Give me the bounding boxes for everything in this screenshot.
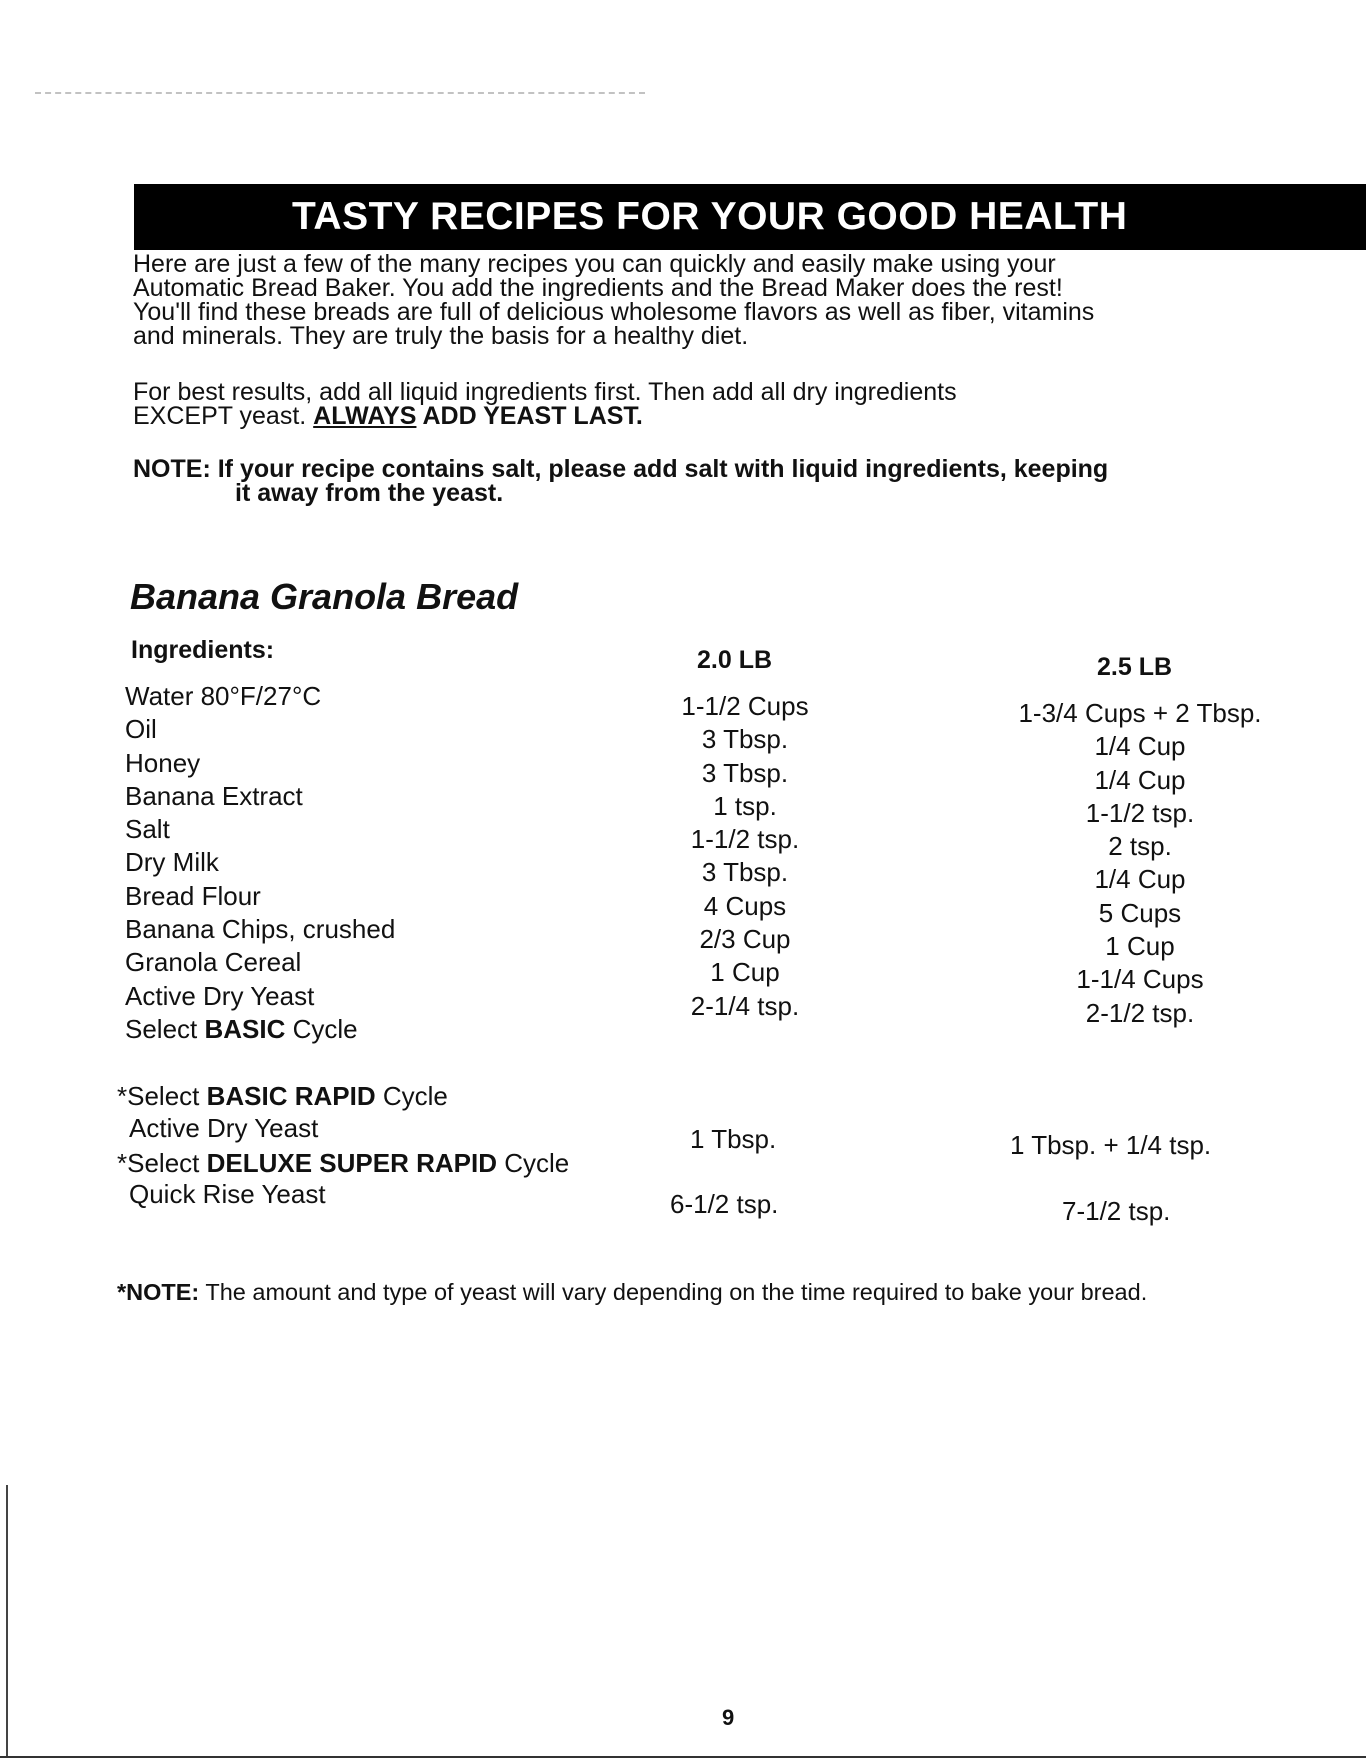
best-results-prefix: EXCEPT yeast. — [133, 402, 314, 430]
select-prefix: *Select — [117, 1081, 207, 1111]
ingredient-item: Water 80°F/27°C — [125, 681, 322, 711]
super-rapid-cycle-line — [117, 1148, 569, 1179]
select-suffix: Cycle — [285, 1013, 358, 1044]
amount-2-5lb: 1-1/2 tsp. — [1085, 797, 1195, 828]
amount-2-5lb: 1-1/4 Cups — [1076, 964, 1204, 995]
always-emphasis: ALWAYS — [313, 402, 417, 430]
scan-bottom-edge — [0, 1756, 1366, 1758]
recipe-title: Banana Granola Bread — [130, 576, 519, 617]
amounts-2lb-list — [640, 690, 850, 1023]
rapid-amount-2lb: 1 Tbsp. — [690, 1124, 777, 1154]
yeast-note — [117, 1279, 1147, 1306]
select-prefix: Select — [125, 1013, 205, 1044]
amount-2lb: 3 Tbsp. — [701, 857, 789, 888]
ingredient-item: Honey — [125, 747, 201, 778]
amount-2-5lb: 1-3/4 Cups + 2 Tbsp. — [1018, 698, 1262, 728]
ingredient-item: Dry Milk — [125, 847, 219, 878]
ingredient-item: Banana Extract — [125, 780, 303, 811]
amount-2lb: 1-1/2 Cups — [681, 691, 809, 721]
select-suffix: Cycle — [375, 1081, 448, 1111]
scan-edge-line — [6, 1485, 8, 1756]
amount-2lb: 2/3 Cup — [699, 924, 791, 955]
intro-line: and minerals. They are truly the basis for a healthy diet. — [133, 322, 749, 350]
add-yeast-last-emphasis: ADD YEAST LAST. — [416, 402, 643, 430]
amount-2-5lb: 1/4 Cup — [1094, 864, 1186, 895]
super-rapid-amount-2lb: 6-1/2 tsp. — [670, 1189, 779, 1219]
intro-line: You'll find these breads are full of delicious wholesome flavors as well as fiber, vitamins — [133, 298, 1095, 326]
best-results-line: For best results, add all liquid ingredients first. Then add all dry ingredients — [133, 378, 957, 406]
ingredient-item: Active Dry Yeast — [125, 980, 315, 1011]
ingredient-list — [125, 680, 395, 1046]
salt-note-text: If your recipe contains salt, please add salt with liquid ingredients, keeping — [210, 455, 1109, 483]
page-number: 9 — [722, 1705, 735, 1730]
amount-2-5lb: 5 Cups — [1098, 897, 1182, 928]
salt-note-line: it away from the yeast. — [235, 479, 504, 507]
super-rapid-amount-2-5lb: 7-1/2 tsp. — [1062, 1196, 1171, 1226]
amount-2lb: 1-1/2 tsp. — [690, 824, 800, 855]
basic-rapid-cycle-name: BASIC RAPID — [206, 1081, 376, 1111]
best-results-line — [133, 404, 1333, 428]
select-basic-cycle — [125, 1013, 395, 1046]
amount-2-5lb: 2-1/2 tsp. — [1085, 997, 1195, 1028]
yeast-note-text: The amount and type of yeast will vary depending on the time required to bake your bread. — [199, 1279, 1148, 1305]
yeast-note-label: *NOTE: — [117, 1279, 200, 1305]
basic-rapid-cycle-line — [117, 1081, 448, 1112]
amount-2lb: 3 Tbsp. — [701, 757, 789, 788]
super-rapid-cycle-name: DELUXE SUPER RAPID — [206, 1148, 497, 1178]
column-heading-2lb: 2.0 LB — [697, 646, 773, 674]
amount-2lb: 1 tsp. — [713, 790, 777, 821]
ingredients-heading: Ingredients: — [131, 636, 275, 664]
ingredient-item: Oil — [125, 714, 157, 745]
select-prefix: *Select — [117, 1148, 207, 1178]
amount-2-5lb: 1/4 Cup — [1094, 731, 1186, 762]
rapid-amount-2-5lb: 1 Tbsp. + 1/4 tsp. — [1010, 1130, 1212, 1160]
rapid-yeast-label: Active Dry Yeast — [129, 1113, 319, 1143]
ingredient-item: Bread Flour — [125, 880, 261, 911]
ingredient-item: Banana Chips, crushed — [125, 914, 396, 945]
ingredient-item: Granola Cereal — [125, 947, 302, 978]
best-results-paragraph — [133, 380, 1333, 428]
section-banner: TASTY RECIPES FOR YOUR GOOD HEALTH — [134, 184, 1366, 250]
amount-2lb: 2-1/4 tsp. — [690, 990, 800, 1021]
amount-2lb: 4 Cups — [703, 890, 787, 921]
ingredient-item: Salt — [125, 814, 170, 845]
basic-cycle-name: BASIC — [204, 1013, 286, 1044]
salt-note-line — [133, 457, 1353, 481]
intro-line: Automatic Bread Baker. You add the ingredients and the Bread Maker does the rest! — [133, 274, 1063, 302]
amounts-2-5lb-list — [980, 697, 1300, 1030]
salt-note — [133, 457, 1353, 505]
amount-2-5lb: 1 Cup — [1105, 931, 1175, 962]
amount-2-5lb: 2 tsp. — [1108, 831, 1172, 862]
select-suffix: Cycle — [497, 1148, 570, 1178]
amount-2lb: 1 Cup — [710, 957, 780, 988]
intro-paragraph — [133, 252, 1343, 348]
scan-artifact-line — [35, 92, 645, 94]
column-heading-2-5lb: 2.5 LB — [1097, 653, 1173, 681]
note-label: NOTE: — [133, 455, 211, 483]
amount-2-5lb: 1/4 Cup — [1094, 764, 1186, 795]
intro-line: Here are just a few of the many recipes you can quickly and easily make using your — [133, 250, 1056, 278]
super-rapid-yeast-label: Quick Rise Yeast — [129, 1179, 326, 1209]
amount-2lb: 3 Tbsp. — [701, 724, 789, 755]
